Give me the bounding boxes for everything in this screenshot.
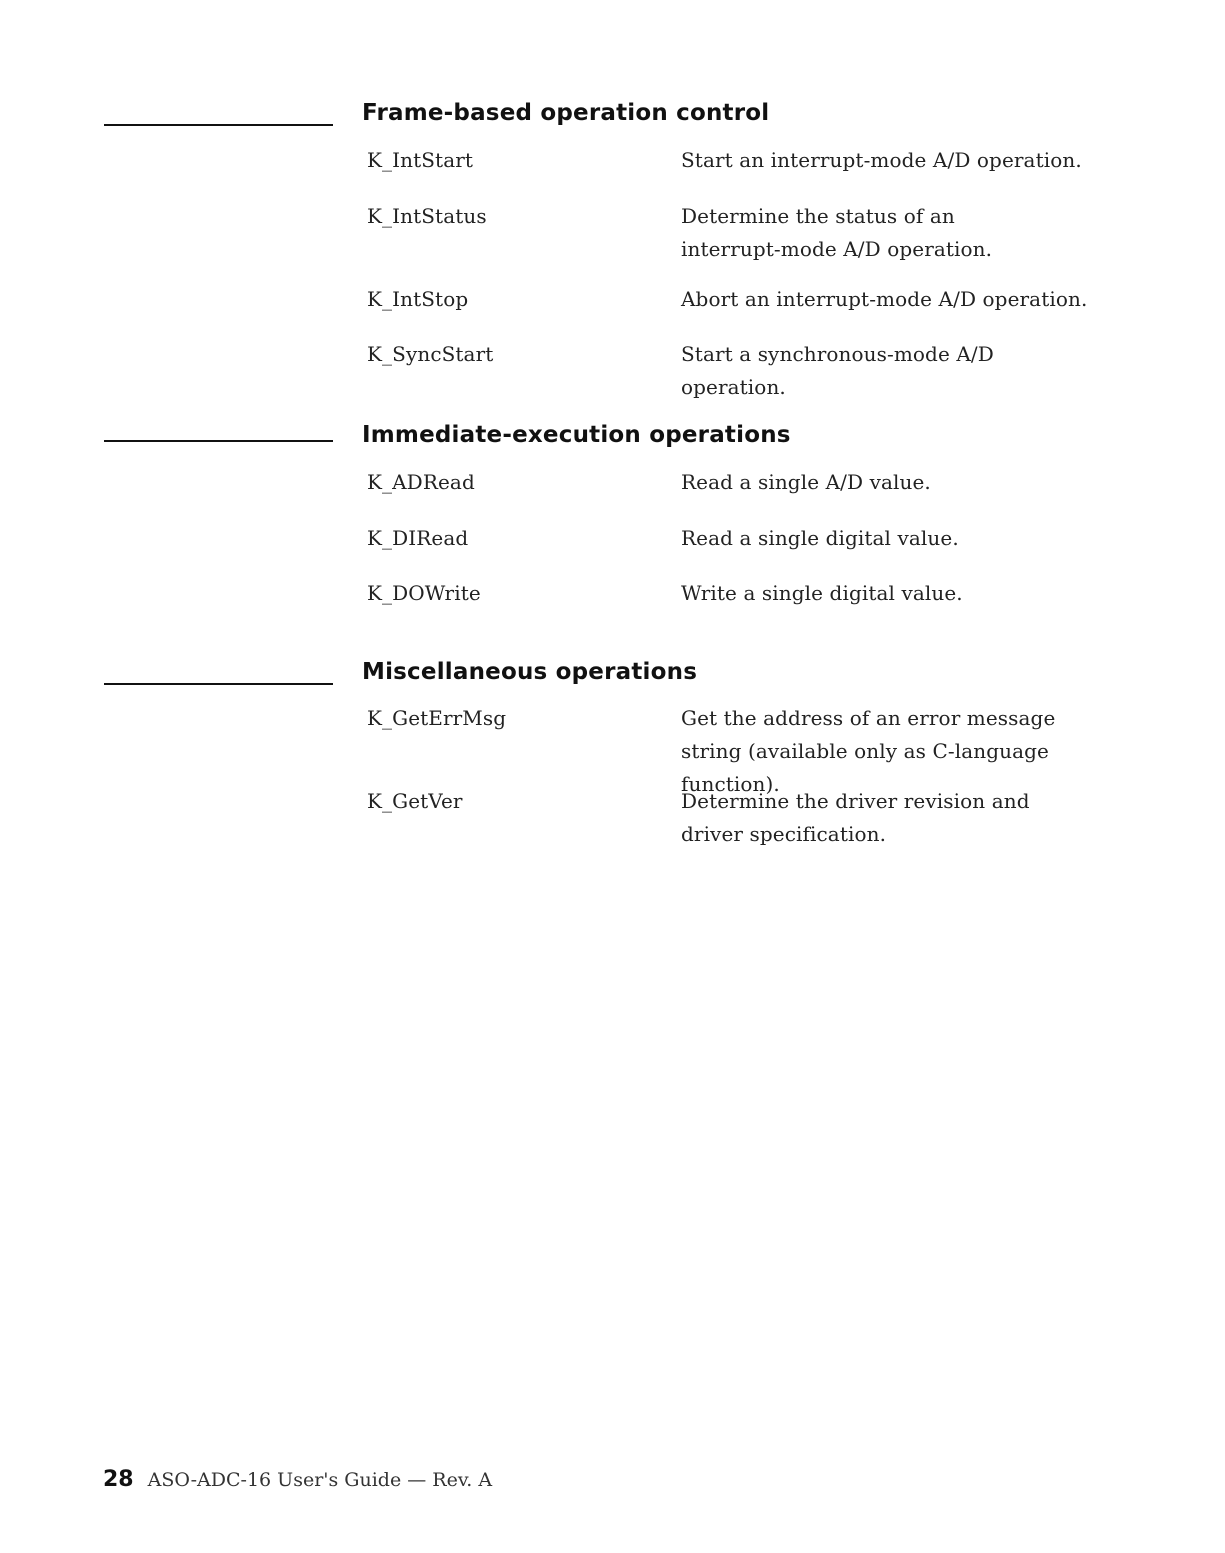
function-name: K_SyncStart [367, 342, 494, 366]
section-rule [104, 440, 333, 442]
function-description: Get the address of an error message string (available only as C-language function). [681, 706, 1056, 796]
function-name: K_DOWrite [367, 581, 481, 605]
function-description: Read a single digital value. [681, 526, 959, 550]
function-description: Write a single digital value. [681, 581, 963, 605]
function-name: K_IntStop [367, 287, 469, 311]
function-name: K_IntStart [367, 148, 474, 172]
function-name: K_GetErrMsg [367, 706, 507, 730]
function-description: Start an interrupt-mode A/D operation. [681, 148, 1082, 172]
page-footer [103, 1467, 492, 1492]
section-heading: Immediate-execution operations [362, 422, 791, 448]
function-description: Determine the status of an interrupt-mode A/D operation. [681, 204, 993, 261]
page-number: 28 [103, 1467, 134, 1492]
function-name: K_DIRead [367, 526, 469, 550]
function-description: Abort an interrupt-mode A/D operation. [681, 287, 1088, 311]
section-heading: Frame-based operation control [362, 100, 770, 126]
function-description: Read a single A/D value. [681, 470, 931, 494]
function-name: K_GetVer [367, 789, 463, 813]
function-name: K_ADRead [367, 470, 475, 494]
function-name: K_IntStatus [367, 204, 487, 228]
footer-text: ASO-ADC-16 User's Guide — Rev. A [147, 1469, 493, 1491]
section-rule [104, 683, 333, 685]
section-rule [104, 124, 333, 126]
function-description: Start a synchronous-mode A/D operation. [681, 342, 994, 399]
function-description: Determine the driver revision and driver specification. [681, 789, 1030, 846]
section-heading: Miscellaneous operations [362, 659, 698, 685]
